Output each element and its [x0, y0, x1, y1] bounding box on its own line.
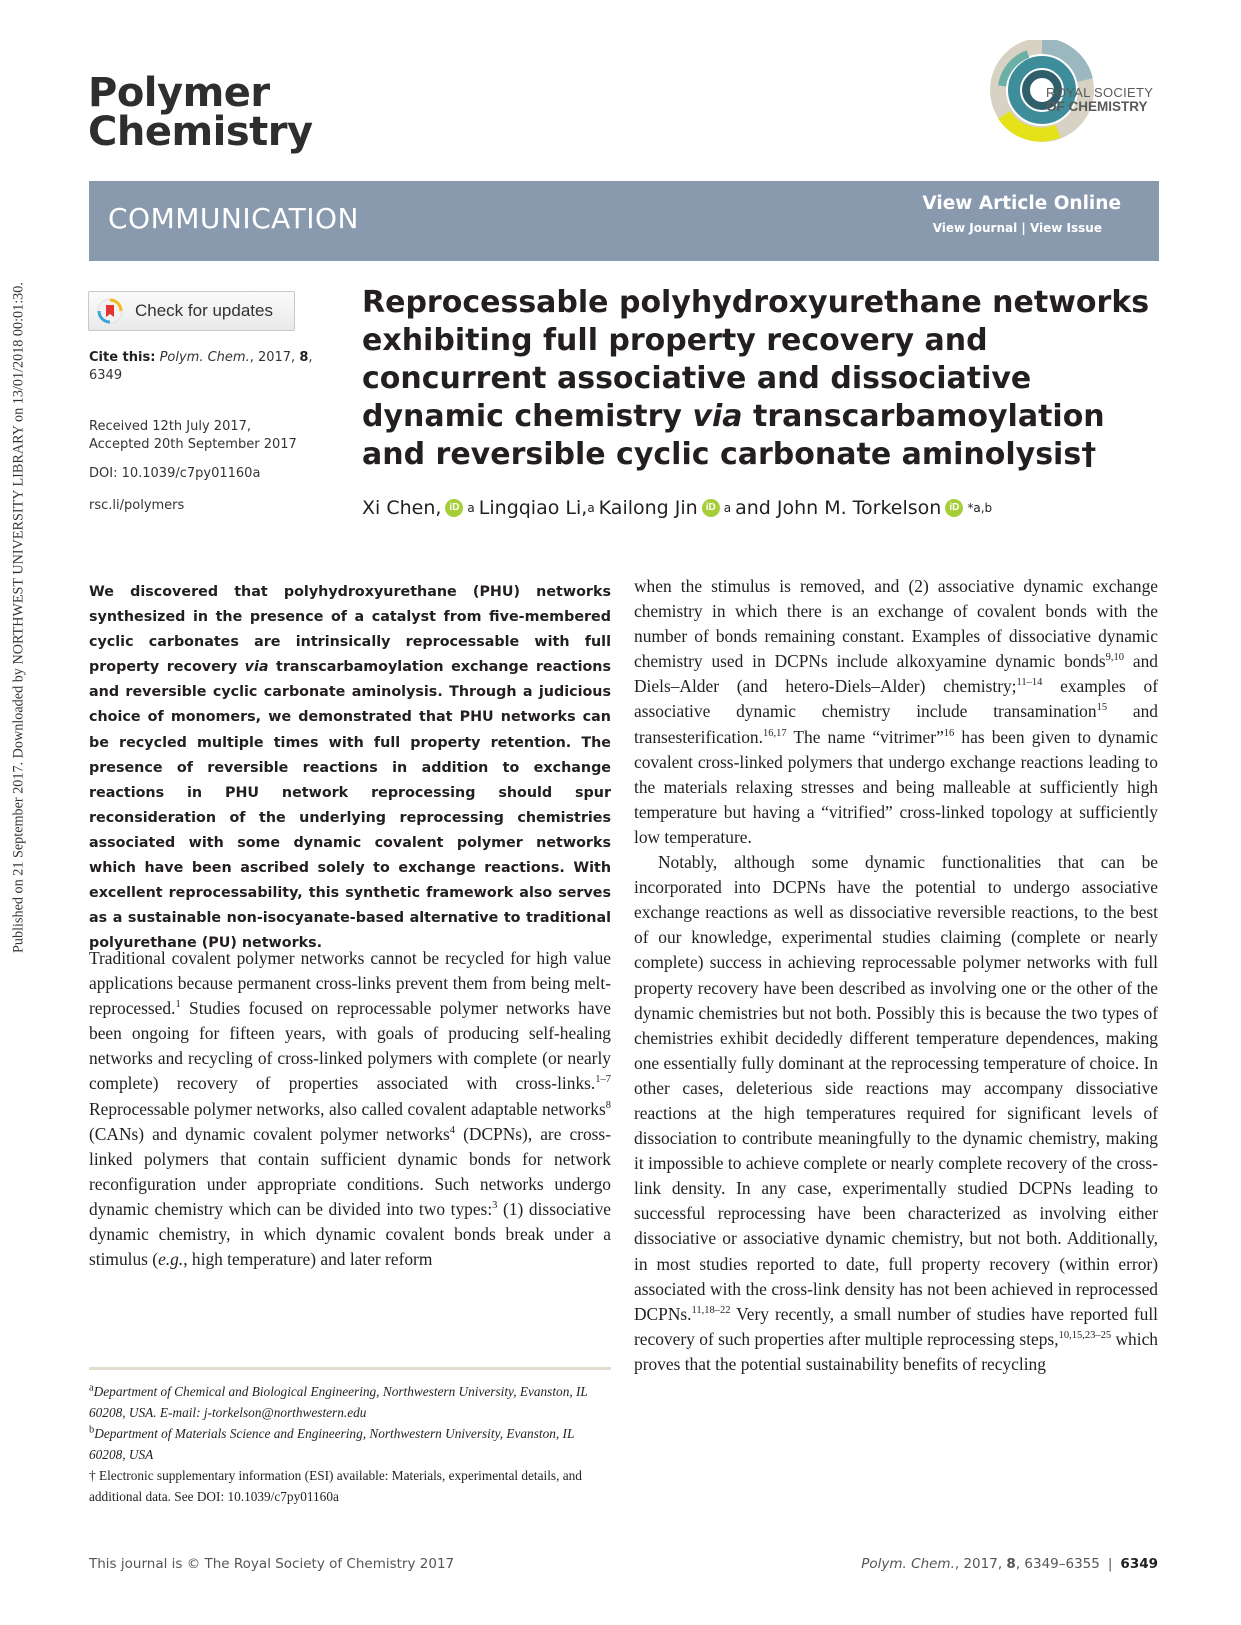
body-text-left-column [89, 946, 611, 1272]
paragraph [634, 574, 1158, 850]
body-text: (1) dissociative dynamic chemistry, in which dynamic covalent bonds break under a stimulus ( [89, 1198, 612, 1270]
author-name[interactable]: Lingqiao Li, [478, 497, 588, 519]
footer-separator: | [1107, 1556, 1113, 1572]
ref-citation[interactable]: 3 [492, 1200, 498, 1212]
check-for-updates-label: Check for updates [135, 301, 273, 320]
doi[interactable]: DOI: 10.1039/c7py01160a [89, 466, 261, 481]
article-type-banner [89, 181, 1159, 261]
ref-citation[interactable]: 15 [1096, 702, 1108, 714]
view-journal-link[interactable]: View Journal [932, 221, 1018, 235]
footnote-text: Department of Materials Science and Engineering, Northwestern University, Evanston, IL 60208, USA [89, 1426, 575, 1462]
journal-title-line1: Polymer [88, 70, 270, 116]
rsc-logo-text [1046, 86, 1153, 114]
article-type: COMMUNICATION [108, 202, 359, 235]
body-text: which proves that the potential sustainability benefits of recycling [634, 1328, 1158, 1374]
abstract-text: transcarbamoylation exchange reactions and reversible cyclic carbonate aminolysis. Through a judicious choice of monomers, we demonstrated that PHU networks can be recycled multiple times with full property retention. The presence of reversible reactions in addition to exchange reactions in PHU network reprocessing should spur reconsideration of the underlying reprocessing chemistries associated with some dynamic covalent polymer networks which have been ascribed solely to exchange reactions. With excellent reprocessability, this synthetic framework also serves as a sustainable non-isocyanate-based alternative to traditional polyurethane (PU) networks. [89, 659, 611, 952]
view-article-online-link[interactable]: View Article Online [922, 193, 1121, 214]
body-text: Studies focused on reprocessable polymer networks have been ongoing for fifteen years, with goals of producing self-healing networks and recycling of cross-linked polymers with complete (or nearly complete) recovery of properties associated with cross-links. [89, 998, 611, 1094]
paragraph [634, 850, 1158, 1377]
link-separator: | [1021, 221, 1026, 235]
ref-citation[interactable]: 1 [175, 999, 181, 1011]
footer-volume: 8 [1006, 1556, 1016, 1572]
ref-citation[interactable]: 16,17 [762, 727, 787, 739]
footnotes [89, 1381, 611, 1507]
footer-citation [861, 1556, 1158, 1572]
footnote-text: Department of Chemical and Biological Engineering, Northwestern University, Evanston, IL 60208, USA. E-mail: j-torkelson@northwestern.edu [89, 1384, 588, 1420]
ref-citation[interactable]: 10,15,23–25 [1058, 1330, 1112, 1342]
title-part1: Reprocessable polyhydroxyurethane networks exhibiting full property recovery and concurrent associative and dissociative dynamic chemistry [362, 285, 1150, 434]
body-text: examples of associative dynamic chemistry include transamination [634, 676, 1158, 722]
received-date: Received 12th July 2017, [89, 419, 252, 434]
author-name[interactable]: Xi Chen, [362, 497, 442, 519]
body-text-italic: e.g. [158, 1249, 184, 1270]
body-text: , high temperature) and later reform [183, 1249, 433, 1270]
orcid-icon[interactable]: iD [945, 499, 963, 517]
body-text: The name “vitrimer” [786, 726, 944, 747]
body-text: and Diels–Alder (and hetero-Diels–Alder) chemistry; [634, 651, 1158, 697]
download-notice: Published on 21 September 2017. Downloaded by NORTHWEST UNIVERSITY LIBRARY on 13/01/2018 00:01:30. [10, 282, 27, 954]
body-text: when the stimulus is removed, and (2) associative dynamic exchange chemistry in which there is an exchange of covalent bonds with the number of bonds remaining constant. Examples of dissociative dynamic chemistry used in DCPNs include alkoxyamine dynamic bonds [634, 576, 1158, 672]
cite-pages-sep: , [308, 350, 313, 365]
journal-url[interactable]: rsc.li/polymers [89, 498, 185, 513]
body-text: Reprocessable polymer networks, also called covalent adaptable networks [89, 1098, 606, 1119]
footer-journal: Polym. Chem. [861, 1556, 955, 1572]
abstract-via: via [244, 659, 269, 676]
body-text: Notably, although some dynamic functionalities that can be incorporated into DCPNs have the potential to undergo associative exchange reactions as well as dissociative reversible reactions, to the best of our knowledge, experimental studies claiming (complete or nearly complete) success in achieving reprocessable polymer networks with full property recovery have been described as involving one or the other of the dynamic chemistries but not both. Possibly this is because the two types of chemistries exhibit decidedly different temperature dependences, making one essentially fully dominant at the reprocessing temperature of choice. In other cases, deleterious side reactions may accompany dissociative reactions at the high temperatures required for significant levels of dissociation to contribute meaningfully to the dynamic chemistry, making it impossible to achieve complete or nearly complete recovery of the cross-link density. In any case, experimentally studied DCPNs leading to successful reprocessing have been characterized as involving either dissociative or associative dynamic chemistry, but not both. Additionally, in most studies reported to date, full property recovery (within error) associated with the cross-link density has not been achieved in reprocessed DCPNs. [634, 852, 1158, 1324]
author-name[interactable]: Kailong Jin [598, 497, 698, 519]
title-part2: transcarbamoylation and reversible cyclic carbonate aminolysis [362, 399, 1105, 472]
body-text: (CANs) and dynamic covalent polymer networks [89, 1123, 450, 1144]
ref-citation[interactable]: 11–14 [1016, 677, 1043, 689]
check-for-updates-button[interactable] [88, 291, 295, 331]
footer-pages: , 6349–6355 [1015, 1556, 1100, 1572]
footnote-affiliation-a [89, 1381, 611, 1423]
body-text: has been given to dynamic covalent cross-linked polymers that undergo exchange reactions leading to the materials relaxing stresses and being malleable at sufficiently high temperature but having a “vitrified” cross-linked topology at sufficiently low temperature. [634, 726, 1158, 847]
paper-title [362, 284, 1162, 474]
crossmark-icon [97, 298, 123, 324]
citation [89, 349, 319, 385]
footer-year: , 2017, [954, 1556, 1007, 1572]
body-text: (DCPNs), are cross-linked polymers that contain sufficient dynamic bonds for network reconfiguration under appropriate conditions. Such networks undergo dynamic chemistry which can be divided into two types: [89, 1123, 611, 1219]
dates [89, 418, 297, 454]
page-number: 6349 [1120, 1556, 1158, 1572]
cite-label: Cite this: [89, 350, 156, 365]
ref-citation[interactable]: 11,18–22 [691, 1304, 731, 1316]
ref-citation[interactable]: 8 [605, 1099, 611, 1111]
footnote-esi: † Electronic supplementary information (ESI) available: Materials, experimental details, and additional data. See DOI: 10.1039/c7py01160a [89, 1468, 582, 1504]
cite-pages: 6349 [89, 368, 123, 383]
rsc-logo-line2: OF CHEMISTRY [1046, 99, 1148, 114]
body-text: Traditional covalent polymer networks cannot be recycled for high value applications because permanent cross-links prevent them from being melt-reprocessed. [89, 948, 611, 1019]
title-dagger: † [1081, 437, 1097, 472]
journal-title [88, 70, 313, 155]
title-via: via [692, 399, 743, 434]
ref-citation[interactable]: 16 [943, 727, 955, 739]
ref-citation[interactable]: 1–7 [595, 1074, 611, 1086]
footnote-mark: a [89, 1382, 94, 1394]
orcid-icon[interactable]: iD [445, 499, 463, 517]
cite-journal: Polym. Chem. [159, 350, 250, 365]
abstract-text: We discovered that polyhydroxyurethane (PHU) networks synthesized in the presence of a catalyst from five-membered cyclic carbonates are intrinsically reprocessable with full property recovery [89, 584, 611, 676]
abstract [89, 580, 611, 956]
footer-copyright: This journal is © The Royal Society of Chemistry 2017 [89, 1556, 455, 1572]
body-text: and transesterification. [634, 701, 1158, 747]
cite-year: , 2017, [249, 350, 300, 365]
body-text-right-column [634, 574, 1158, 1377]
body-text: Very recently, a small number of studies have reported full recovery of such properties after multiple reprocessing steps, [634, 1303, 1158, 1349]
ref-citation[interactable]: 9,10 [1105, 652, 1125, 664]
footer-journal-ref [861, 1556, 1100, 1572]
footnote-mark: b [89, 1424, 95, 1436]
view-links [933, 221, 1102, 235]
footnote-divider [89, 1367, 611, 1370]
author-name[interactable]: and John M. Torkelson [735, 497, 942, 519]
orcid-icon[interactable]: iD [702, 499, 720, 517]
cite-volume: 8 [299, 350, 309, 365]
footnote-affiliation-b [89, 1423, 611, 1465]
journal-title-line2: Chemistry [88, 109, 313, 155]
view-issue-link[interactable]: View Issue [1029, 221, 1102, 235]
ref-citation[interactable]: 4 [449, 1124, 456, 1136]
author-list: Xi Chen, iD a Lingqiao Li, a Kailong Jin iD a and John M. Torkelson iD *a,b [362, 497, 993, 519]
rsc-logo-line1: ROYAL SOCIETY [1046, 85, 1154, 100]
accepted-date: Accepted 20th September 2017 [89, 437, 297, 452]
